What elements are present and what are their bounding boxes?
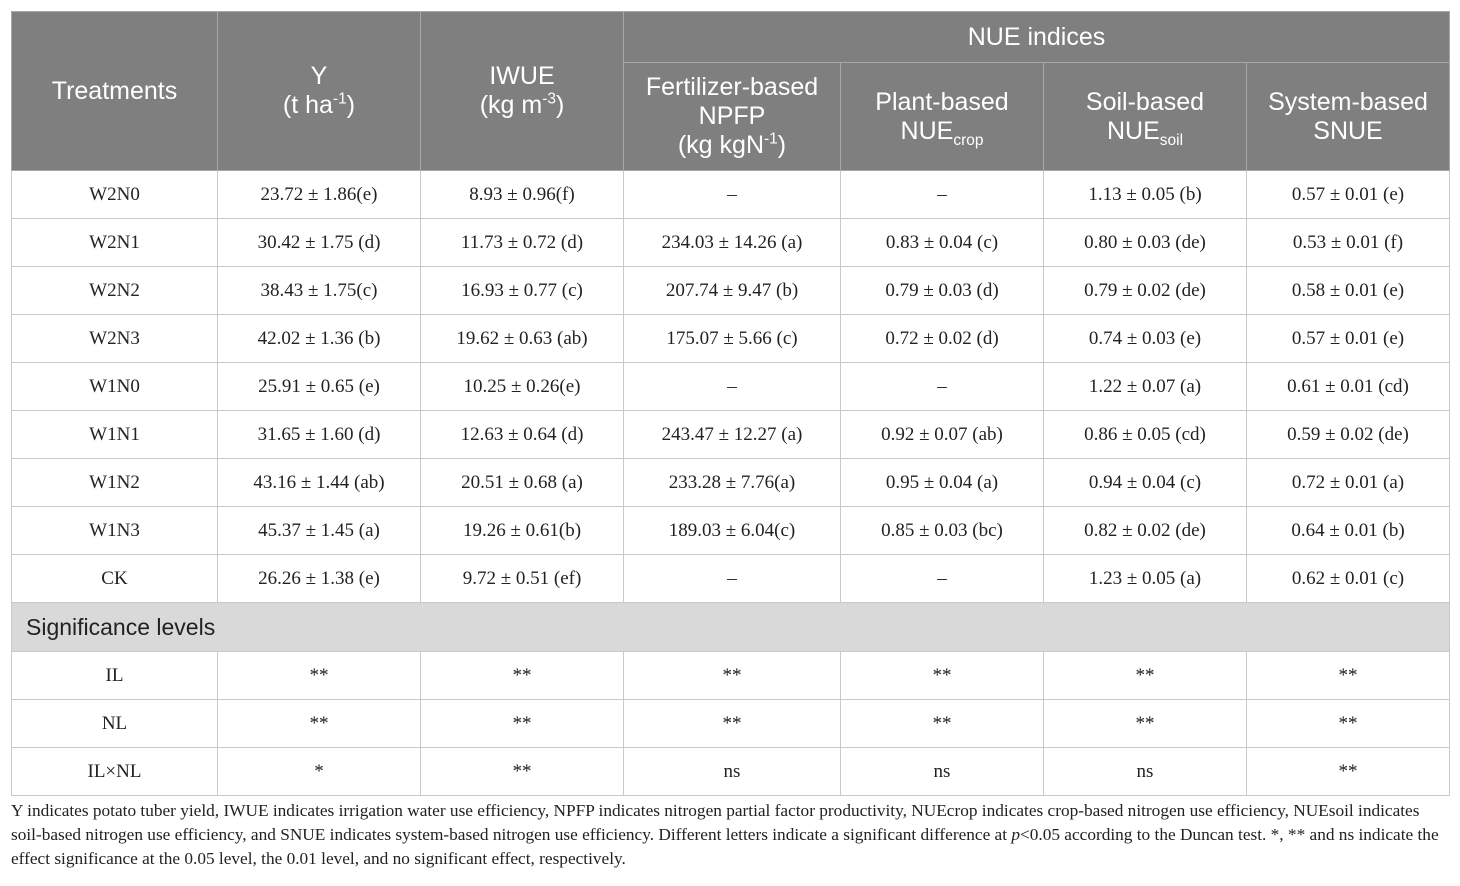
header-iwue: IWUE (kg $m^{-3}$) (421, 12, 624, 171)
table-footnote: Y indicates potato tuber yield, IWUE indicates irrigation water use efficiency, NPFP indicates nitrogen partial factor productivity, NUEcrop indicates crop-based nitrogen use efficiency, NUEsoil indicates soil-based nitrogen use efficiency, and SNUE indicates system-based nitrogen use efficiency. Different letters indicate a significant difference at p<0.05 according to the Duncan test. *, ** and ns indicate the effect significance at the 0.05 level, the 0.01 level, and no significant effect, respectively. (11, 801, 1439, 868)
cell-nue-soil: 1.22 ± 0.07 (a) (1044, 363, 1247, 411)
cell-iwue: 11.73 ± 0.72 (d) (421, 219, 624, 267)
table-row (12, 507, 1450, 555)
cell-y: 26.26 ± 1.38 (e) (218, 555, 421, 603)
cell-y-sig: * (218, 748, 421, 796)
cell-y: 38.43 ± 1.75(c) (218, 267, 421, 315)
significance-levels-label: Significance levels (12, 603, 1450, 652)
cell-y: 45.37 ± 1.45 (a) (218, 507, 421, 555)
cell-y-sig: ** (218, 652, 421, 700)
cell-iwue-sig: ** (421, 700, 624, 748)
cell-nue-crop-sig: ** (841, 700, 1044, 748)
cell-y: 31.65 ± 1.60 (d) (218, 411, 421, 459)
cell-nue-soil: 1.23 ± 0.05 (a) (1044, 555, 1247, 603)
table-row (12, 171, 1450, 219)
cell-nue-crop: 0.83 ± 0.04 (c) (841, 219, 1044, 267)
cell-nue-soil: 0.94 ± 0.04 (c) (1044, 459, 1247, 507)
cell-iwue: 8.93 ± 0.96(f) (421, 171, 624, 219)
cell-nue-crop: – (841, 555, 1044, 603)
cell-snue-sig: ** (1247, 700, 1450, 748)
table-row (12, 411, 1450, 459)
cell-npfp: 233.28 ± 7.76(a) (624, 459, 841, 507)
cell-snue: 0.59 ± 0.02 (de) (1247, 411, 1450, 459)
p-variable: p (1011, 825, 1020, 844)
cell-nue-crop: – (841, 171, 1044, 219)
cell-nue-soil: 0.80 ± 0.03 (de) (1044, 219, 1247, 267)
table-container (11, 11, 1449, 796)
cell-y: 25.91 ± 0.65 (e) (218, 363, 421, 411)
cell-treatment: CK (12, 555, 218, 603)
cell-iwue: 19.62 ± 0.63 (ab) (421, 315, 624, 363)
cell-npfp: 234.03 ± 14.26 (a) (624, 219, 841, 267)
cell-y: 30.42 ± 1.75 (d) (218, 219, 421, 267)
table-row (12, 315, 1450, 363)
cell-npfp: 189.03 ± 6.04(c) (624, 507, 841, 555)
cell-iwue: 9.72 ± 0.51 (ef) (421, 555, 624, 603)
cell-iwue: 10.25 ± 0.26(e) (421, 363, 624, 411)
cell-nue-crop: 0.72 ± 0.02 (d) (841, 315, 1044, 363)
cell-nue-soil-sig: ** (1044, 700, 1247, 748)
cell-nue-soil: 0.79 ± 0.02 (de) (1044, 267, 1247, 315)
cell-treatment: W1N1 (12, 411, 218, 459)
cell-nue-soil: 0.82 ± 0.02 (de) (1044, 507, 1247, 555)
table-row (12, 267, 1450, 315)
cell-nue-crop-sig: ** (841, 652, 1044, 700)
cell-iwue-sig: ** (421, 652, 624, 700)
cell-y: 43.16 ± 1.44 (ab) (218, 459, 421, 507)
cell-y: 23.72 ± 1.86(e) (218, 171, 421, 219)
cell-npfp: – (624, 555, 841, 603)
cell-iwue: 12.63 ± 0.64 (d) (421, 411, 624, 459)
table-row (12, 555, 1450, 603)
significance-header-row (12, 603, 1450, 652)
cell-npfp: 207.74 ± 9.47 (b) (624, 267, 841, 315)
cell-snue: 0.61 ± 0.01 (cd) (1247, 363, 1450, 411)
cell-treatment: W1N3 (12, 507, 218, 555)
results-table (11, 11, 1450, 796)
cell-snue: 0.58 ± 0.01 (e) (1247, 267, 1450, 315)
cell-nue-crop: 0.92 ± 0.07 (ab) (841, 411, 1044, 459)
table-row (12, 219, 1450, 267)
header-y: Y (t $ha^{-1}$) (218, 12, 421, 171)
header-iwue-line1: IWUE (489, 62, 555, 90)
header-nue-indices: NUE indices (624, 12, 1450, 63)
cell-snue: 0.64 ± 0.01 (b) (1247, 507, 1450, 555)
cell-snue: 0.72 ± 0.01 (a) (1247, 459, 1450, 507)
table-row (12, 363, 1450, 411)
cell-iwue: 20.51 ± 0.68 (a) (421, 459, 624, 507)
cell-treatment: W2N3 (12, 315, 218, 363)
header-snue: System-based SNUE (1247, 63, 1450, 171)
cell-nue-crop: – (841, 363, 1044, 411)
cell-factor: NL (12, 700, 218, 748)
cell-nue-crop: 0.95 ± 0.04 (a) (841, 459, 1044, 507)
cell-snue: 0.57 ± 0.01 (e) (1247, 171, 1450, 219)
cell-npfp-sig: ** (624, 700, 841, 748)
significance-row (12, 700, 1450, 748)
significance-row (12, 748, 1450, 796)
cell-treatment: W2N2 (12, 267, 218, 315)
header-nue-soil: Soil-based $NUE_{soil}$ (1044, 63, 1247, 171)
cell-treatment: W2N1 (12, 219, 218, 267)
cell-npfp: 243.47 ± 12.27 (a) (624, 411, 841, 459)
cell-nue-soil-sig: ns (1044, 748, 1247, 796)
cell-snue: 0.62 ± 0.01 (c) (1247, 555, 1450, 603)
cell-y-sig: ** (218, 700, 421, 748)
cell-npfp-sig: ** (624, 652, 841, 700)
cell-nue-crop-sig: ns (841, 748, 1044, 796)
header-treatments: Treatments (12, 12, 218, 171)
cell-npfp-sig: ns (624, 748, 841, 796)
cell-treatment: W1N0 (12, 363, 218, 411)
header-y-line1: Y (310, 62, 328, 90)
cell-snue-sig: ** (1247, 748, 1450, 796)
cell-y: 42.02 ± 1.36 (b) (218, 315, 421, 363)
cell-nue-soil: 0.74 ± 0.03 (e) (1044, 315, 1247, 363)
cell-snue: 0.57 ± 0.01 (e) (1247, 315, 1450, 363)
cell-nue-soil-sig: ** (1044, 652, 1247, 700)
cell-nue-crop: 0.79 ± 0.03 (d) (841, 267, 1044, 315)
cell-treatment: W2N0 (12, 171, 218, 219)
cell-snue-sig: ** (1247, 652, 1450, 700)
cell-iwue: 19.26 ± 0.61(b) (421, 507, 624, 555)
cell-factor: IL (12, 652, 218, 700)
cell-iwue: 16.93 ± 0.77 (c) (421, 267, 624, 315)
significance-row (12, 652, 1450, 700)
cell-snue: 0.53 ± 0.01 (f) (1247, 219, 1450, 267)
cell-treatment: W1N2 (12, 459, 218, 507)
header-npfp: Fertilizer-based NPFP (kg kgN$^{-1}$) (624, 63, 841, 171)
cell-nue-soil: 0.86 ± 0.05 (cd) (1044, 411, 1247, 459)
cell-npfp: 175.07 ± 5.66 (c) (624, 315, 841, 363)
cell-npfp: – (624, 363, 841, 411)
cell-nue-soil: 1.13 ± 0.05 (b) (1044, 171, 1247, 219)
cell-iwue-sig: ** (421, 748, 624, 796)
cell-factor: IL×NL (12, 748, 218, 796)
header-nue-crop: Plant-based $NUE_{crop}$ (841, 63, 1044, 171)
cell-nue-crop: 0.85 ± 0.03 (bc) (841, 507, 1044, 555)
table-row (12, 459, 1450, 507)
cell-npfp: – (624, 171, 841, 219)
